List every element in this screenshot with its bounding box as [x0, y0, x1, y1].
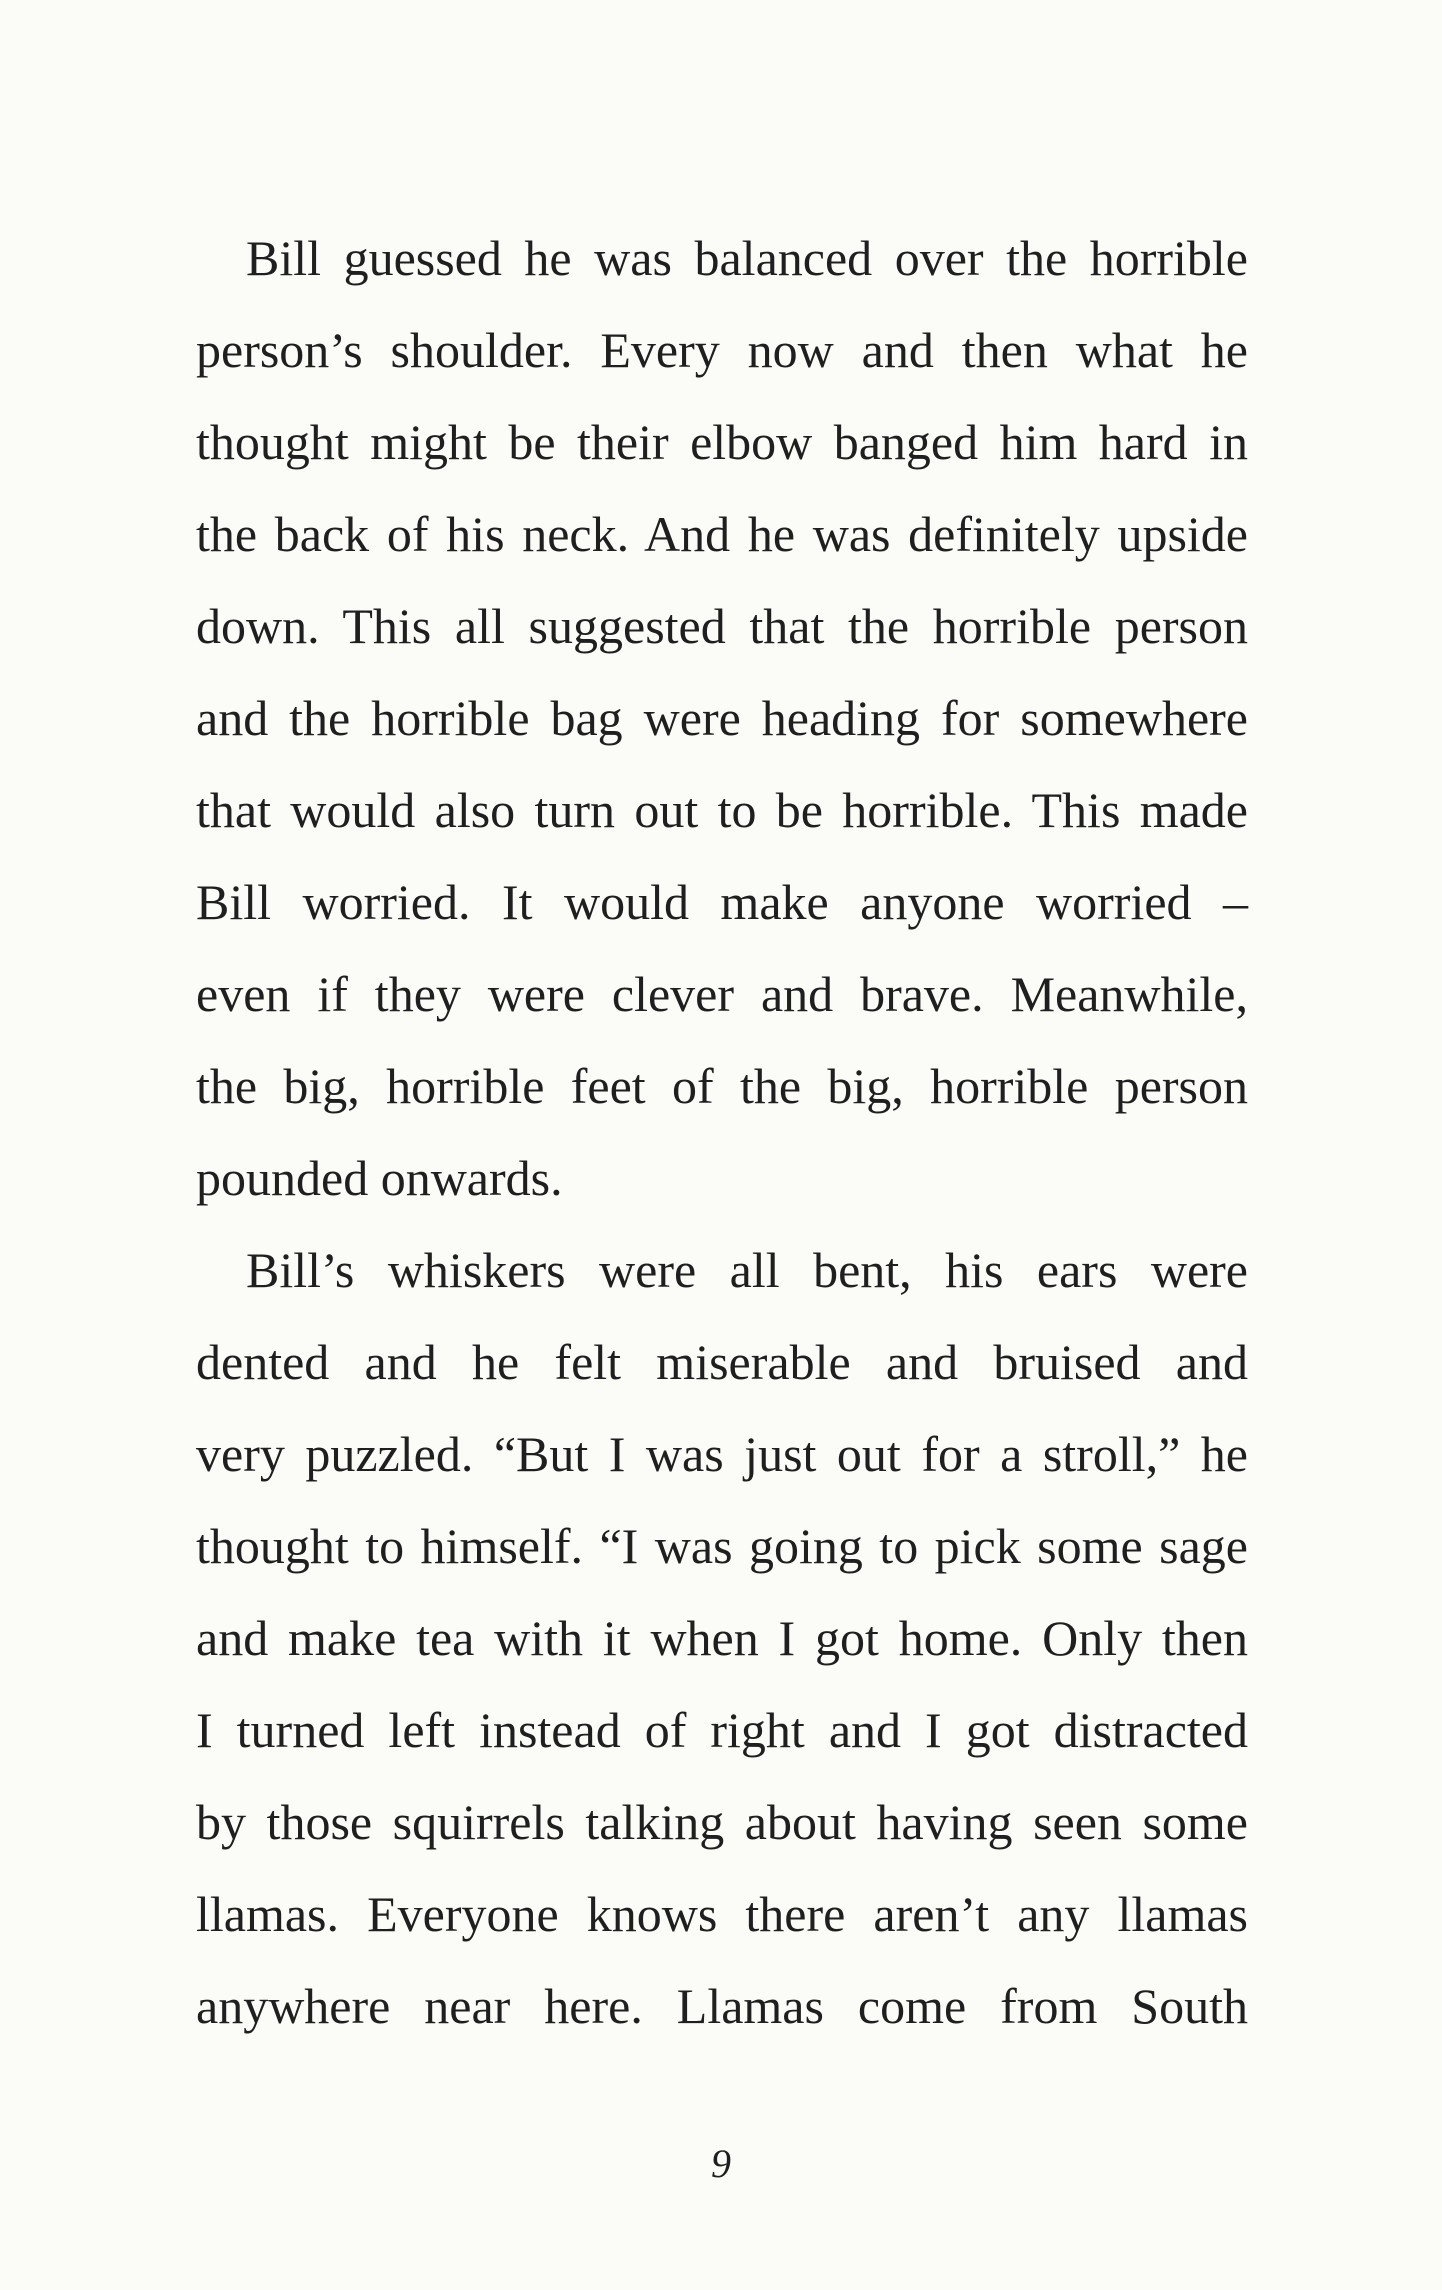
- text-line: pounded onwards.: [196, 1150, 563, 1206]
- text-line: and the horrible bag were heading for somewhere: [196, 690, 1248, 746]
- text-line: and make tea with it when I got home. Only then: [196, 1610, 1248, 1666]
- paragraph-2: [196, 1224, 1248, 2052]
- text-line: thought to himself. “I was going to pick some sage: [196, 1518, 1248, 1574]
- text-line: Bill’s whiskers were all bent, his ears were: [196, 1242, 1248, 1298]
- page-number: 9: [711, 2141, 731, 2186]
- text-line: down. This all suggested that the horrible person: [196, 598, 1248, 654]
- paragraph-1: [196, 212, 1248, 1224]
- text-line: the back of his neck. And he was definitely upside: [196, 506, 1248, 562]
- text-line: very puzzled. “But I was just out for a stroll,” he: [196, 1426, 1248, 1482]
- text-line: Bill worried. It would make anyone worried –: [196, 874, 1248, 930]
- text-line: thought might be their elbow banged him hard in: [196, 414, 1248, 470]
- text-line: I turned left instead of right and I got distracted: [196, 1702, 1248, 1758]
- text-line: anywhere near here. Llamas come from South: [196, 1978, 1248, 2034]
- text-line: llamas. Everyone knows there aren’t any llamas: [196, 1886, 1248, 1942]
- body-text: [196, 212, 1248, 2052]
- text-line: even if they were clever and brave. Meanwhile,: [196, 966, 1248, 1022]
- text-line: that would also turn out to be horrible. This made: [196, 782, 1248, 838]
- text-line: person’s shoulder. Every now and then what he: [196, 322, 1248, 378]
- text-line: the big, horrible feet of the big, horrible person: [196, 1058, 1248, 1114]
- text-line: by those squirrels talking about having seen some: [196, 1794, 1248, 1850]
- text-line: Bill guessed he was balanced over the horrible: [196, 230, 1248, 286]
- text-line: dented and he felt miserable and bruised and: [196, 1334, 1248, 1390]
